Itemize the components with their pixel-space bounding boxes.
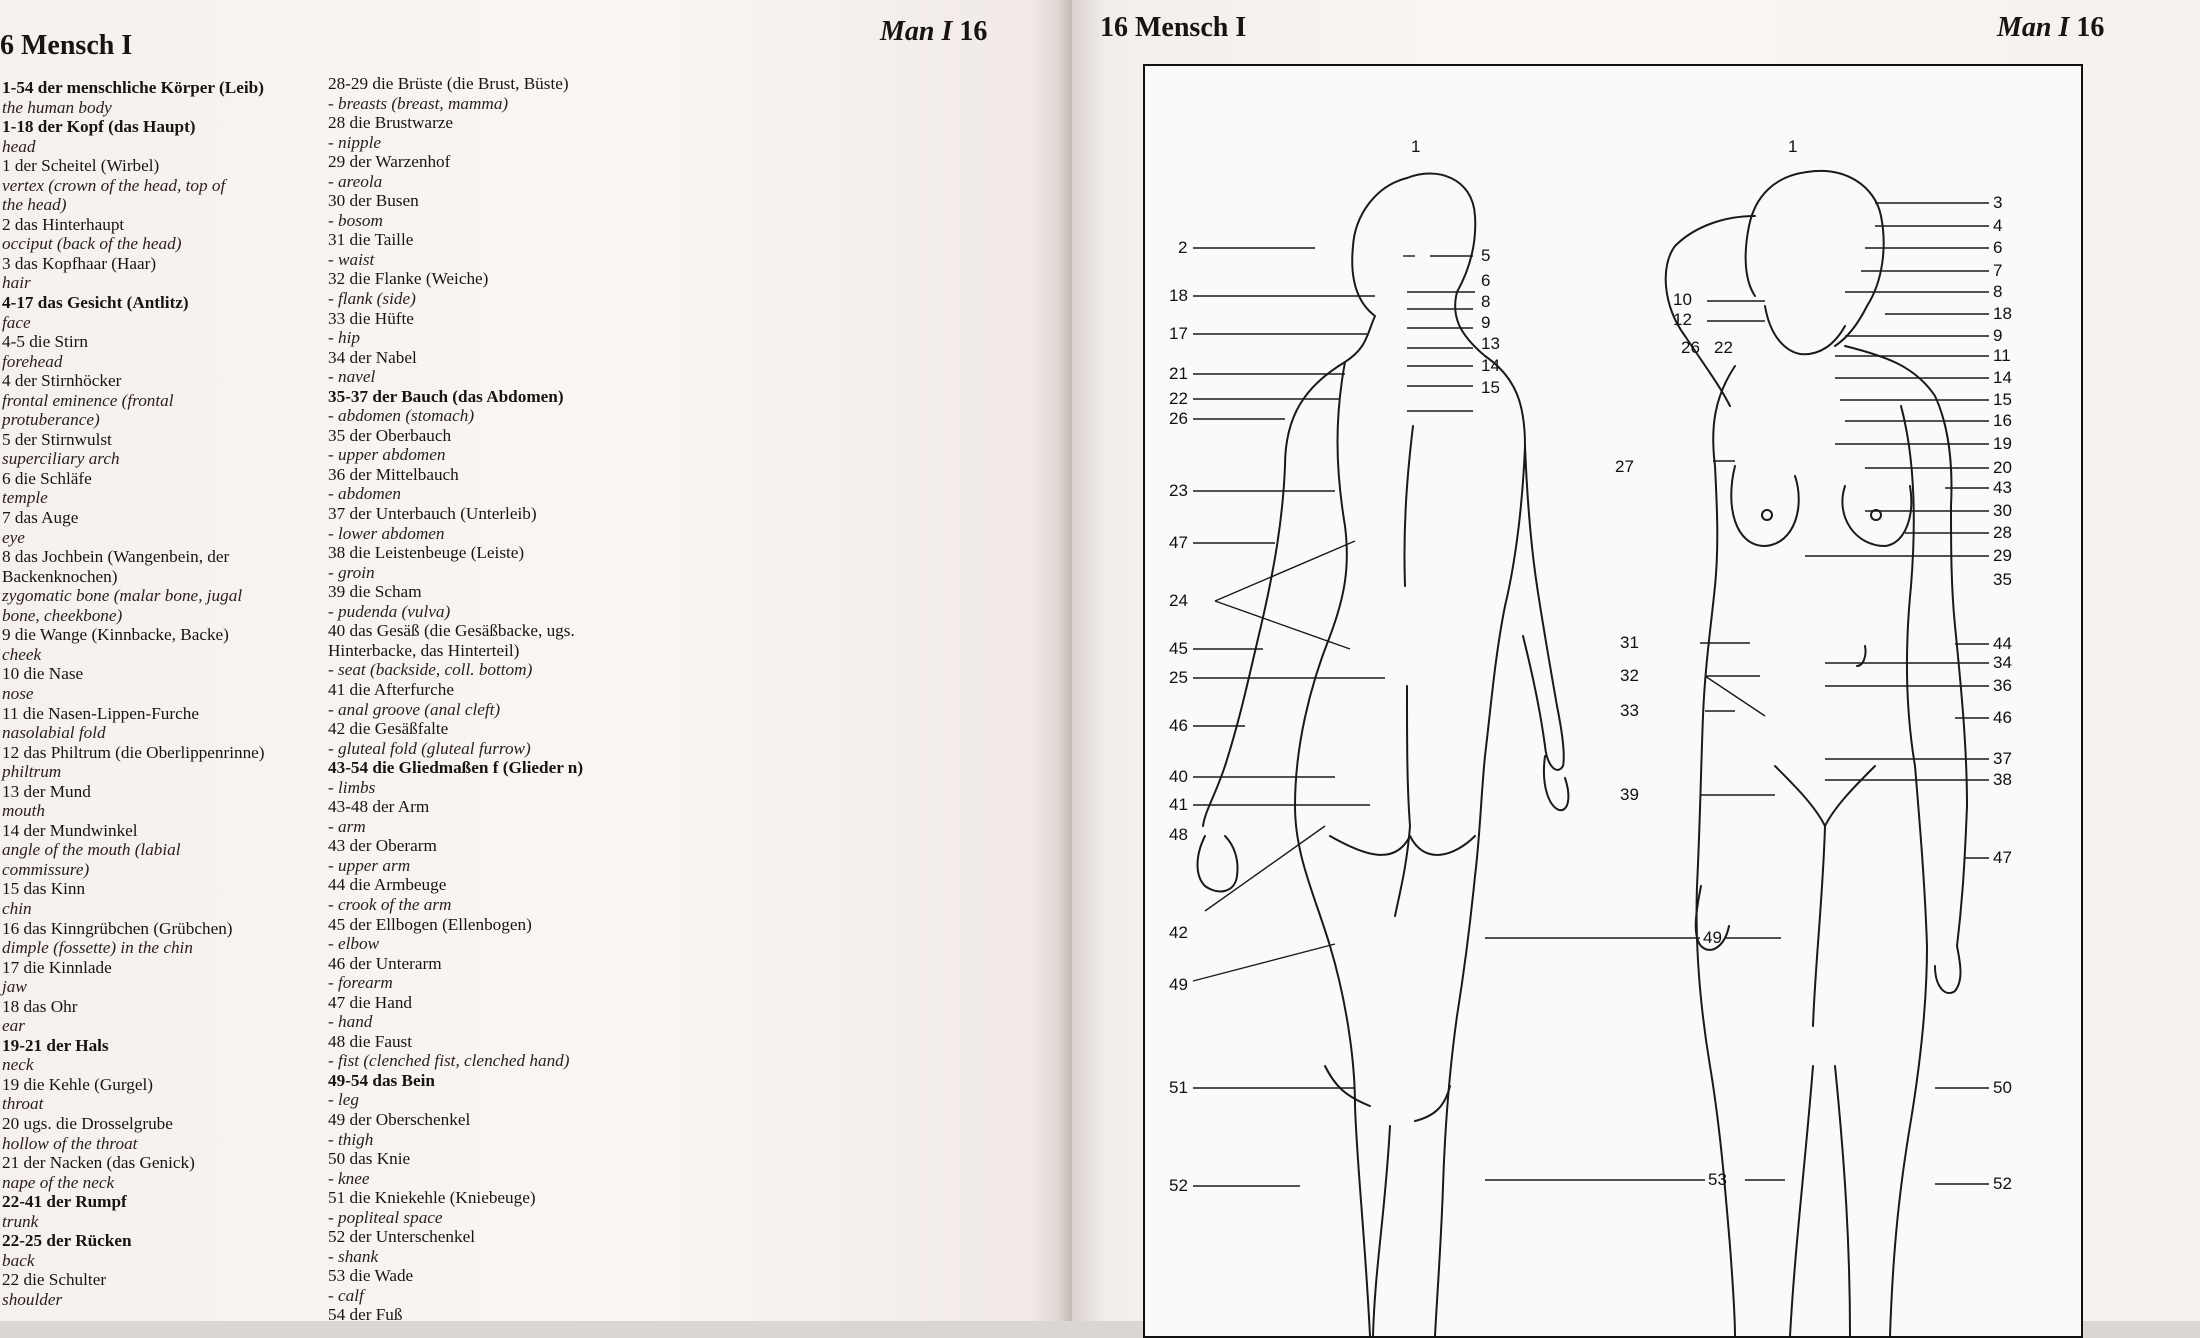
label-4: 4 bbox=[1993, 216, 2003, 235]
term-line: 43 der Oberarm bbox=[328, 836, 437, 856]
label-43: 43 bbox=[1993, 478, 2012, 497]
term-line: 22-25 der Rücken bbox=[2, 1231, 132, 1251]
term-line: 44 die Armbeuge bbox=[328, 875, 447, 895]
translation-line: commissure) bbox=[2, 859, 90, 879]
term-line: 1 der Scheitel (Wirbel) bbox=[2, 156, 160, 176]
label-49-front: 49 bbox=[1703, 928, 1722, 947]
label-9: 9 bbox=[1481, 313, 1491, 332]
translation-line: - anal groove (anal cleft) bbox=[328, 699, 501, 719]
term-line: 13 der Mund bbox=[2, 781, 91, 801]
label-53: 53 bbox=[1708, 1170, 1727, 1189]
translation-line: superciliary arch bbox=[2, 449, 120, 469]
back-view-figure bbox=[1198, 174, 1569, 1336]
term-line: 16 das Kinngrübchen (Grübchen) bbox=[2, 918, 233, 938]
translation-line: - seat (backside, coll. bottom) bbox=[328, 660, 533, 680]
term-line: 12 das Philtrum (die Oberlippenrinne) bbox=[2, 742, 265, 762]
term-line: 20 ugs. die Drosselgrube bbox=[2, 1113, 173, 1133]
left-page-header: 6 Mensch I bbox=[0, 30, 133, 61]
label-leader-lines bbox=[1193, 203, 1989, 1186]
translation-line: eye bbox=[2, 527, 25, 547]
label-30: 30 bbox=[1993, 501, 2012, 520]
label-52: 52 bbox=[1169, 1176, 1188, 1195]
translation-line: - bosom bbox=[328, 210, 383, 230]
translation-line: shoulder bbox=[2, 1289, 63, 1309]
label-22-front: 22 bbox=[1714, 338, 1733, 357]
label-16: 16 bbox=[1993, 411, 2012, 430]
translation-line: - nipple bbox=[328, 132, 381, 152]
translation-line: - gluteal fold (gluteal furrow) bbox=[328, 738, 531, 758]
term-line: 4 der Stirnhöcker bbox=[2, 371, 122, 391]
term-line: 53 die Wade bbox=[328, 1266, 414, 1286]
translation-line: vertex (crown of the head, top of bbox=[2, 175, 226, 195]
label-40: 40 bbox=[1169, 767, 1188, 786]
translation-line: - abdomen bbox=[328, 484, 402, 504]
label-37: 37 bbox=[1993, 749, 2012, 768]
label-32: 32 bbox=[1620, 666, 1639, 685]
translation-line: - elbow bbox=[328, 934, 380, 954]
term-line: 21 der Nacken (das Genick) bbox=[2, 1153, 195, 1173]
term-line: 51 die Kniekehle (Kniebeuge) bbox=[328, 1188, 536, 1208]
translation-line: hollow of the throat bbox=[2, 1133, 138, 1153]
term-line: 54 der Fuß bbox=[328, 1305, 403, 1321]
translation-line: occiput (back of the head) bbox=[2, 234, 182, 254]
term-line: 5 der Stirnwulst bbox=[2, 429, 112, 449]
term-line: 40 das Gesäß (die Gesäßbacke, ugs. bbox=[328, 621, 575, 641]
label-41: 41 bbox=[1169, 795, 1188, 814]
label-24: 24 bbox=[1169, 591, 1188, 610]
translation-line: ear bbox=[2, 1016, 25, 1036]
label-11: 11 bbox=[1993, 346, 2011, 365]
label-38: 38 bbox=[1993, 770, 2012, 789]
label-51: 51 bbox=[1169, 1078, 1188, 1097]
label-6: 6 bbox=[1481, 271, 1491, 290]
term-line: 46 der Unterarm bbox=[328, 953, 442, 973]
label-19: 19 bbox=[1993, 434, 2012, 453]
translation-line: philtrum bbox=[2, 762, 62, 782]
translation-line: the human body bbox=[2, 97, 112, 117]
label-25: 25 bbox=[1169, 668, 1188, 687]
label-12: 12 bbox=[1673, 310, 1692, 329]
term-line: 22 die Schulter bbox=[2, 1270, 107, 1290]
translation-line: - breasts (breast, mamma) bbox=[328, 93, 509, 113]
translation-line: temple bbox=[2, 488, 48, 508]
term-line: 10 die Nase bbox=[2, 664, 84, 684]
translation-line: - upper arm bbox=[328, 855, 411, 875]
right-page-header: 16 Mensch I bbox=[1100, 12, 1247, 43]
term-line: 28 die Brustwarze bbox=[328, 113, 454, 133]
term-line: 37 der Unterbauch (Unterleib) bbox=[328, 504, 537, 524]
translation-line: hair bbox=[2, 273, 31, 293]
translation-line: - abdomen (stomach) bbox=[328, 406, 475, 426]
term-line: 19-21 der Hals bbox=[2, 1035, 109, 1055]
label-8: 8 bbox=[1481, 292, 1491, 311]
label-8-front: 8 bbox=[1993, 282, 2003, 301]
term-line: 36 der Mittelbauch bbox=[328, 464, 459, 484]
term-line: 42 die Gesäßfalte bbox=[328, 719, 449, 739]
term-line: 2 das Hinterhaupt bbox=[2, 214, 125, 234]
label-27: 27 bbox=[1615, 457, 1634, 476]
translation-line: - thigh bbox=[328, 1129, 374, 1149]
label-42: 42 bbox=[1169, 923, 1188, 942]
translation-line: - hip bbox=[328, 328, 360, 348]
translation-line: - forearm bbox=[328, 973, 393, 993]
label-3: 3 bbox=[1993, 193, 2003, 212]
term-line: 15 das Kinn bbox=[2, 879, 86, 899]
term-line: 22-41 der Rumpf bbox=[2, 1192, 127, 1212]
translation-line: dimple (fossette) in the chin bbox=[2, 938, 193, 958]
term-line: 29 der Warzenhof bbox=[328, 152, 451, 172]
label-39: 39 bbox=[1620, 785, 1639, 804]
term-line: 38 die Leistenbeuge (Leiste) bbox=[328, 543, 525, 563]
translation-line: throat bbox=[2, 1094, 44, 1114]
label-13: 13 bbox=[1481, 334, 1500, 353]
left-page bbox=[0, 0, 1072, 1321]
term-line: 6 die Schläfe bbox=[2, 468, 92, 488]
translation-line: - navel bbox=[328, 367, 376, 387]
translation-line: nape of the neck bbox=[2, 1172, 115, 1192]
label-14: 14 bbox=[1481, 356, 1500, 375]
term-line: 52 der Unterschenkel bbox=[328, 1227, 475, 1247]
term-line: 30 der Busen bbox=[328, 191, 419, 211]
label-15: 15 bbox=[1481, 378, 1500, 397]
translation-line: bone, cheekbone) bbox=[2, 605, 123, 625]
term-line: 49-54 das Bein bbox=[328, 1070, 435, 1090]
left-page-header-right bbox=[880, 16, 987, 48]
translation-line: nose bbox=[2, 683, 34, 703]
label-44: 44 bbox=[1993, 634, 2012, 653]
term-line: 39 die Scham bbox=[328, 582, 422, 602]
translation-line: protuberance) bbox=[2, 410, 100, 430]
translation-line: forehead bbox=[2, 351, 63, 371]
translation-line: - waist bbox=[328, 249, 375, 269]
term-line: 17 die Kinnlade bbox=[2, 957, 112, 977]
label-back-1: 1 bbox=[1411, 137, 1421, 156]
term-line: 47 die Hand bbox=[328, 992, 413, 1012]
label-14-front: 14 bbox=[1993, 368, 2012, 387]
header-right-number: 16 bbox=[959, 16, 988, 47]
term-line: 48 die Faust bbox=[328, 1031, 413, 1051]
term-line: 41 die Afterfurche bbox=[328, 679, 454, 699]
translation-line: chin bbox=[2, 898, 32, 918]
term-line: 35 der Oberbauch bbox=[328, 425, 452, 445]
term-line: 8 das Jochbein (Wangenbein, der bbox=[2, 547, 230, 567]
label-46-front: 46 bbox=[1993, 708, 2012, 727]
translation-line: - fist (clenched fist, clenched hand) bbox=[328, 1051, 570, 1071]
term-line: 32 die Flanke (Weiche) bbox=[328, 269, 489, 289]
label-46: 46 bbox=[1169, 716, 1188, 735]
term-line: 18 das Ohr bbox=[2, 996, 78, 1016]
label-20: 20 bbox=[1993, 458, 2012, 477]
translation-line: - popliteal space bbox=[328, 1207, 443, 1227]
term-line: 4-17 das Gesicht (Antlitz) bbox=[2, 293, 189, 313]
term-line: 50 das Knie bbox=[328, 1149, 411, 1169]
label-22: 22 bbox=[1169, 389, 1188, 408]
label-18: 18 bbox=[1169, 286, 1188, 305]
right-page-header-right bbox=[1997, 12, 2104, 44]
front-view-figure bbox=[1666, 171, 1967, 1336]
label-15-front: 15 bbox=[1993, 390, 2012, 409]
translation-line: - hand bbox=[328, 1012, 373, 1032]
term-line: 33 die Hüfte bbox=[328, 308, 414, 328]
translation-line: nasolabial fold bbox=[2, 723, 106, 743]
term-line: 4-5 die Stirn bbox=[2, 332, 88, 352]
label-9-front: 9 bbox=[1993, 326, 2003, 345]
translation-line: - limbs bbox=[328, 777, 376, 797]
vocabulary-column-2 bbox=[328, 74, 658, 1321]
label-28: 28 bbox=[1993, 523, 2012, 542]
term-line: 49 der Oberschenkel bbox=[328, 1109, 471, 1129]
header-right-number: 16 bbox=[2076, 12, 2105, 43]
term-line: Hinterbacke, das Hinterteil) bbox=[328, 640, 520, 660]
term-line: 28-29 die Brüste (die Brust, Büste) bbox=[328, 74, 569, 93]
translation-line: face bbox=[2, 312, 31, 332]
term-line: Backenknochen) bbox=[2, 566, 118, 586]
label-6-front: 6 bbox=[1993, 238, 2003, 257]
translation-line: mouth bbox=[2, 801, 45, 821]
translation-line: - crook of the arm bbox=[328, 894, 452, 914]
label-52-front: 52 bbox=[1993, 1174, 2012, 1193]
label-18-front: 18 bbox=[1993, 304, 2012, 323]
label-5: 5 bbox=[1481, 246, 1491, 265]
label-31: 31 bbox=[1620, 633, 1639, 652]
translation-line: the head) bbox=[2, 195, 67, 215]
label-26: 26 bbox=[1169, 409, 1188, 428]
translation-line: frontal eminence (frontal bbox=[2, 390, 174, 410]
label-33: 33 bbox=[1620, 701, 1639, 720]
label-50: 50 bbox=[1993, 1078, 2012, 1097]
vocabulary-column-1 bbox=[2, 78, 320, 1309]
term-line: 11 die Nasen-Lippen-Furche bbox=[2, 703, 199, 723]
translation-line: cheek bbox=[2, 644, 42, 664]
term-line: 19 die Kehle (Gurgel) bbox=[2, 1074, 153, 1094]
translation-line: - groin bbox=[328, 562, 375, 582]
label-10: 10 bbox=[1673, 290, 1692, 309]
term-line: 1-18 der Kopf (das Haupt) bbox=[2, 117, 196, 137]
term-line: 34 der Nabel bbox=[328, 347, 417, 367]
label-35: 35 bbox=[1993, 570, 2012, 589]
translation-line: - lower abdomen bbox=[328, 523, 445, 543]
term-line: 45 der Ellbogen (Ellenbogen) bbox=[328, 914, 532, 934]
term-line: 43-48 der Arm bbox=[328, 797, 430, 817]
translation-line: - areola bbox=[328, 171, 383, 191]
translation-line: head bbox=[2, 136, 36, 156]
translation-line: back bbox=[2, 1250, 35, 1270]
translation-line: zygomatic bone (malar bone, jugal bbox=[2, 586, 243, 606]
translation-line: - knee bbox=[328, 1168, 370, 1188]
anatomy-plate bbox=[1143, 64, 2083, 1338]
label-23: 23 bbox=[1169, 481, 1188, 500]
term-line: 43-54 die Gliedmaßen f (Glieder n) bbox=[328, 758, 584, 778]
label-45: 45 bbox=[1169, 639, 1188, 658]
label-26-front: 26 bbox=[1681, 338, 1700, 357]
translation-line: - arm bbox=[328, 816, 366, 836]
translation-line: - leg bbox=[328, 1090, 360, 1110]
anatomy-illustration bbox=[1145, 66, 2081, 1336]
label-17: 17 bbox=[1169, 324, 1188, 343]
header-right-word: Man I bbox=[1997, 12, 2070, 43]
term-line: 1-54 der menschliche Körper (Leib) bbox=[2, 78, 264, 97]
translation-line: trunk bbox=[2, 1211, 39, 1231]
translation-line: angle of the mouth (labial bbox=[2, 840, 181, 860]
translation-line: jaw bbox=[2, 977, 27, 997]
translation-line: - upper abdomen bbox=[328, 445, 446, 465]
term-line: 7 das Auge bbox=[2, 508, 79, 528]
term-line: 31 die Taille bbox=[328, 230, 414, 250]
term-line: 3 das Kopfhaar (Haar) bbox=[2, 253, 157, 273]
label-21: 21 bbox=[1169, 364, 1188, 383]
label-7: 7 bbox=[1993, 261, 2003, 280]
term-line: 35-37 der Bauch (das Abdomen) bbox=[328, 386, 564, 406]
translation-line: - shank bbox=[328, 1246, 379, 1266]
translation-line: - calf bbox=[328, 1285, 364, 1305]
translation-line: - flank (side) bbox=[328, 289, 416, 309]
label-29: 29 bbox=[1993, 546, 2012, 565]
label-47-front: 47 bbox=[1993, 848, 2012, 867]
label-2: 2 bbox=[1178, 238, 1188, 257]
translation-line: neck bbox=[2, 1055, 34, 1075]
label-34: 34 bbox=[1993, 653, 2012, 672]
label-36: 36 bbox=[1993, 676, 2012, 695]
label-47: 47 bbox=[1169, 533, 1188, 552]
term-line: 9 die Wange (Kinnbacke, Backe) bbox=[2, 625, 229, 645]
header-right-word: Man I bbox=[880, 16, 953, 47]
label-49: 49 bbox=[1169, 975, 1188, 994]
term-line: 14 der Mundwinkel bbox=[2, 820, 138, 840]
translation-line: - pudenda (vulva) bbox=[328, 601, 451, 621]
label-front-1: 1 bbox=[1788, 137, 1798, 156]
label-48: 48 bbox=[1169, 825, 1188, 844]
